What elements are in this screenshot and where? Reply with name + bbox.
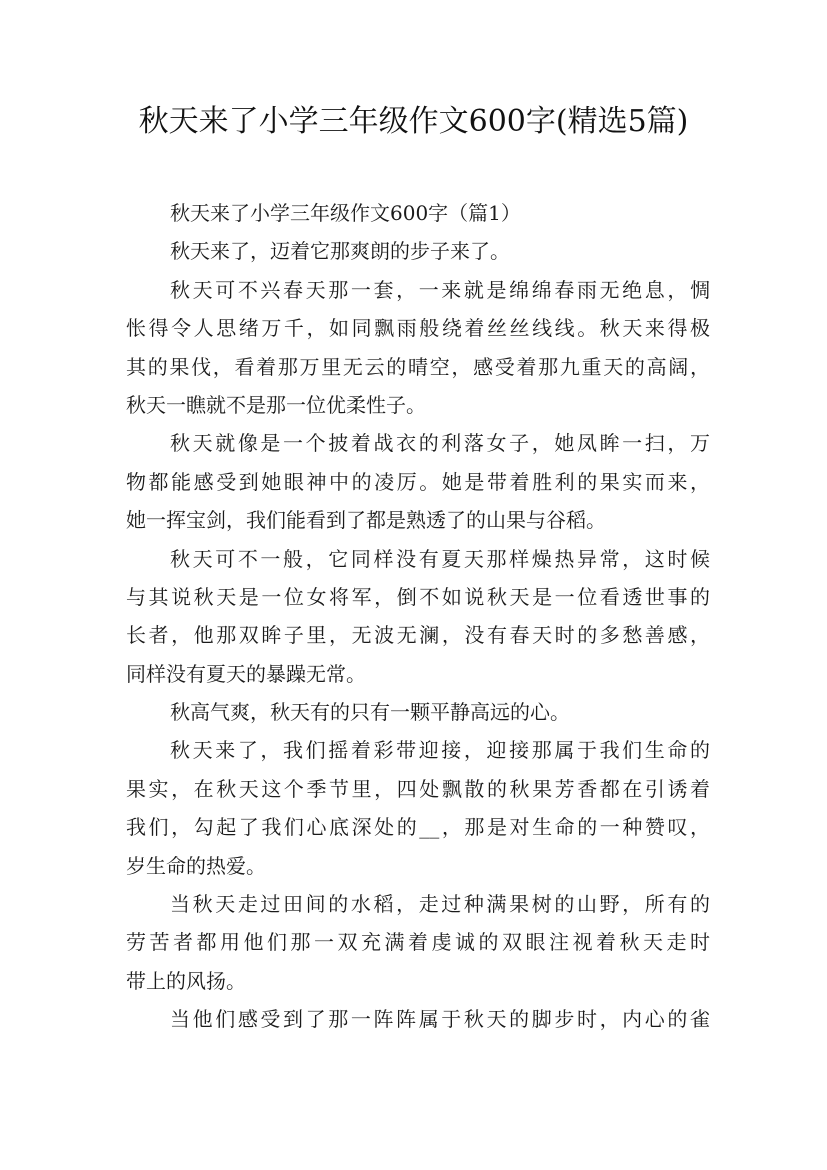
text-line: 秋天来了，迈着它那爽朗的步子来了。 xyxy=(170,239,510,264)
document-title: 秋天来了小学三年级作文600字(精选5篇) xyxy=(138,104,689,139)
text-line: 果实，在秋天这个季节里，四处飘散的秋果芳香都在引诱着 xyxy=(126,776,710,801)
text-line: 秋天可不一般，它同样没有夏天那样燥热异常，这时候 xyxy=(170,546,710,571)
text-line: 其的果伐，看着那万里无云的晴空，感受着那九重天的高阔， xyxy=(126,354,710,379)
text-line: 劳苦者都用他们那一双充满着虔诚的双眼注视着秋天走时 xyxy=(126,930,710,955)
text-line: 秋高气爽，秋天有的只有一颗平静高远的心。 xyxy=(170,700,570,725)
text-line: 秋天来了，我们摇着彩带迎接，迎接那属于我们生命的 xyxy=(170,738,710,763)
text-line: 带上的风扬。 xyxy=(126,968,246,993)
text-line: 秋天来了小学三年级作文600字（篇1） xyxy=(170,201,521,225)
text-line: 与其说秋天是一位女将军，倒不如说秋天是一位看透世事的 xyxy=(126,584,710,609)
text-line: 秋天可不兴春天那一套，一来就是绵绵春雨无绝息，惆 xyxy=(170,277,710,302)
text-line: 当秋天走过田间的水稻，走过种满果树的山野，所有的 xyxy=(170,892,710,917)
text-line: 物都能感受到她眼神中的凌厉。她是带着胜利的果实而来， xyxy=(126,469,710,494)
text-line: 当他们感受到了那一阵阵属于秋天的脚步时，内心的雀 xyxy=(170,1007,710,1032)
text-line: 同样没有夏天的暴躁无常。 xyxy=(126,661,366,686)
text-line: 她一挥宝剑，我们能看到了都是熟透了的山果与谷稻。 xyxy=(126,508,606,533)
text-line: 秋天就像是一个披着战衣的利落女子，她凤眸一扫，万 xyxy=(170,431,710,456)
text-line: 岁生命的热爱。 xyxy=(126,853,266,878)
text-line: 怅得令人思绪万千，如同飘雨般绕着丝丝线线。秋天来得极 xyxy=(126,316,710,341)
document-body xyxy=(126,194,710,1039)
text-line: 我们，勾起了我们心底深处的__，那是对生命的一种赞叹， xyxy=(126,815,710,840)
text-line: 长者，他那双眸子里，无波无澜，没有春天时的多愁善感， xyxy=(126,623,710,648)
text-line: 秋天一瞧就不是那一位优柔性子。 xyxy=(126,392,426,417)
